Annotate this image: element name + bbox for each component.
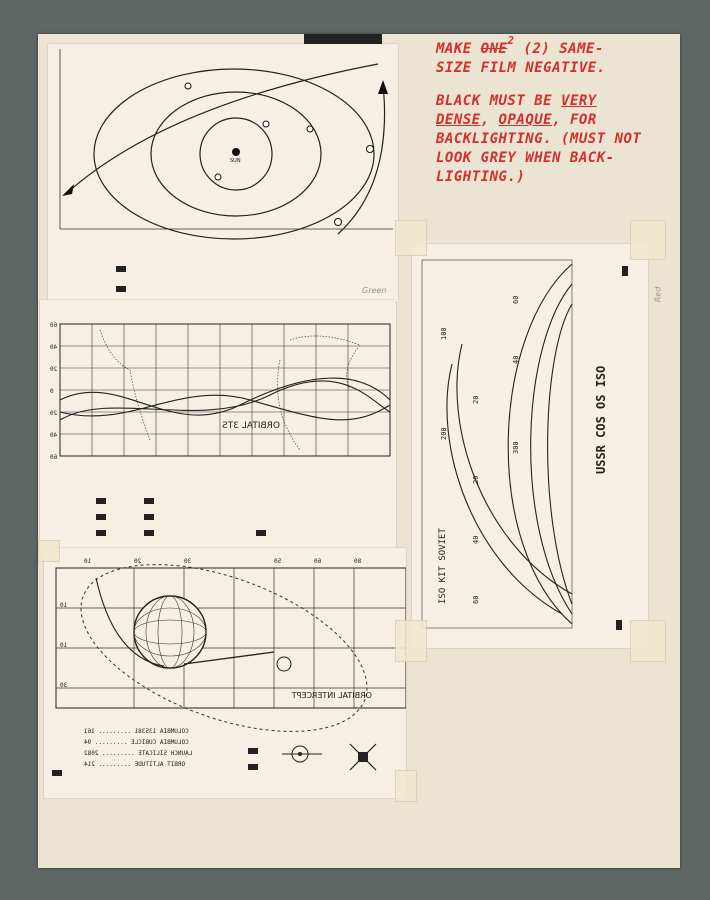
latitude-label: 40 (50, 344, 58, 351)
latitude-label: 20 (50, 366, 58, 373)
legend-swatch (144, 530, 154, 536)
instruction-line-1: MAKE ONE$^2$ (2) SAME- (436, 34, 604, 57)
legend-swatch (144, 498, 154, 504)
instruction-line-3: BLACK MUST BE VERY (436, 93, 597, 109)
legend-entry: COLUMBIA CUBICLE ......... 94 (84, 739, 189, 746)
axis-tick-label: 60 (314, 558, 322, 565)
legend-swatch (622, 266, 628, 276)
spacecraft-icon (348, 742, 378, 772)
tape-strip (395, 620, 427, 662)
axis-tick-label: 20 (472, 395, 480, 404)
latitude-label: 20 (50, 410, 58, 417)
latitude-label: 60 (50, 322, 58, 329)
globe-chart-sheet (412, 244, 648, 648)
pencil-note: Green (362, 286, 387, 295)
intercept-sheet (44, 548, 406, 798)
legend-swatch (52, 770, 62, 776)
axis-tick-label: 30 (60, 682, 68, 689)
axis-tick-label: 40 (512, 355, 520, 364)
board-clip (304, 34, 382, 44)
legend-entry: ORBIT ALTITUDE ......... 214 (84, 761, 186, 768)
legend-swatch (96, 514, 106, 520)
instruction-line-2: SIZE FILM NEGATIVE. (436, 60, 606, 76)
tape-strip (630, 620, 666, 662)
legend-swatch (248, 748, 258, 754)
tape-strip (395, 220, 427, 256)
latitude-label: 40 (50, 432, 58, 439)
latitude-label: 0 (50, 388, 54, 395)
legend-swatch (144, 514, 154, 520)
orbit-diagram-sheet (48, 44, 398, 302)
instruction-line-5: BACKLIGHTING. (MUST NOT (436, 131, 642, 147)
axis-tick-label: 300 (512, 441, 520, 454)
axis-tick-label: 50 (274, 558, 282, 565)
satellite-icon (282, 740, 322, 770)
axis-tick-label: 60 (472, 595, 480, 604)
legend-swatch (616, 620, 622, 630)
axis-tick-label: 10 (84, 558, 92, 565)
legend-swatch (96, 530, 106, 536)
legend-entry: COLUMBIA 135381 ......... 161 (84, 728, 189, 735)
axis-tick-label: 80 (354, 558, 362, 565)
map-caption: ORBITAL 3TS (222, 421, 280, 431)
legend-swatch (256, 530, 266, 536)
axis-tick-label: 20 (134, 558, 142, 565)
tape-strip (630, 220, 666, 260)
axis-tick-label: 200 (440, 427, 448, 440)
legend-swatch (116, 266, 126, 272)
latitude-label: 60 (50, 454, 58, 461)
handwritten-instructions (436, 34, 666, 187)
tape-strip (395, 770, 417, 802)
instruction-line-7: LIGHTING.) (436, 169, 526, 185)
axis-tick-label: 60 (512, 295, 520, 304)
sun-label: SUN (230, 158, 241, 164)
axis-tick-label: 20 (472, 475, 480, 484)
pencil-note: Red (653, 286, 663, 303)
intercept-caption: ORBITAL INTERCEPT (291, 691, 372, 700)
instruction-line-4: DENSE, OPAQUE, FOR (436, 112, 597, 128)
globe-chart-title: USSR COS OS ISO (594, 365, 608, 474)
legend-entry: LAUNCH SILICATE ......... 2082 (84, 750, 193, 757)
legend-swatch (96, 498, 106, 504)
axis-tick-label: 40 (472, 535, 480, 544)
legend-swatch (248, 764, 258, 770)
axis-tick-label: 10 (60, 642, 68, 649)
tape-strip (38, 540, 60, 562)
orbit-diagram (48, 44, 398, 302)
axis-tick-label: 10 (60, 602, 68, 609)
map-grid (40, 300, 396, 548)
legend-swatch (116, 286, 126, 292)
axis-tick-label: 30 (184, 558, 192, 565)
instruction-line-6: LOOK GREY WHEN BACK- (436, 150, 615, 166)
map-sheet (40, 300, 396, 548)
axis-tick-label: 100 (440, 327, 448, 340)
globe-chart-subtitle: ISO KIT SOVIET (438, 528, 448, 604)
